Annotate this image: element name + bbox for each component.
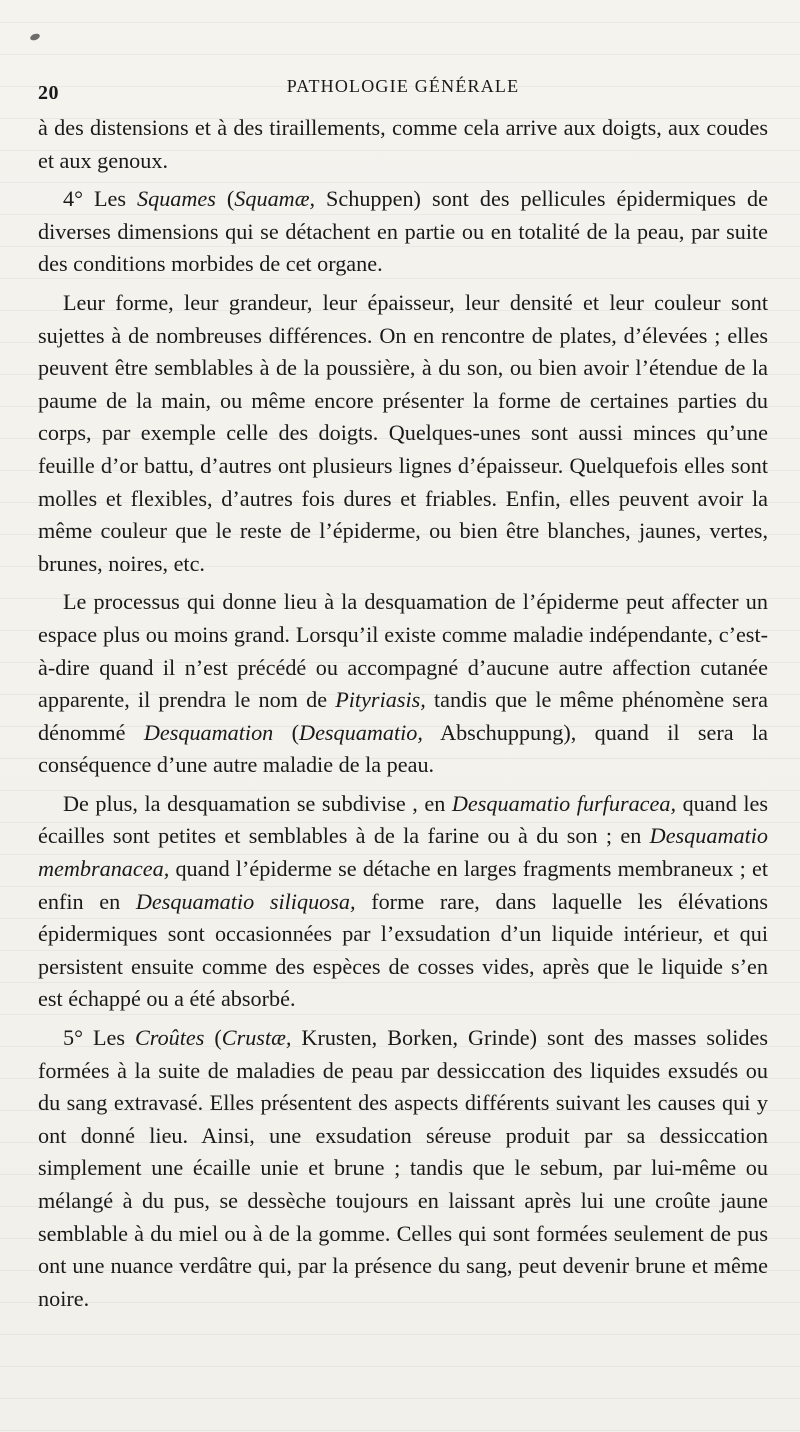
text-run: Leur forme, leur grandeur, leur épaisseur, leur densité et leur couleur sont sujettes à de nombreuses différences. On en rencontre de plates, d’élevées ; elles peuvent être semblables à de la poussière, à du son, ou bien avoir l’étendue de la paume de la main, ou même encore présenter la forme de certaines parties du corps, par exemple celle des doigts. Quelques-unes sont aussi minces qu’une feuille d’or battu, d’autres ont plusieurs lignes d’épaisseur. Quelquefois elles sont molles et flexibles, d’autres fois dures et friables. Enfin, elles peuvent avoir la même couleur que le reste de l’épiderme, ou bien être blanches, jaunes, vertes, brunes, noires, etc.	[38, 289, 768, 576]
italic-run: Desquamatio,	[299, 719, 423, 745]
italic-run: Desquamatio furfuracea,	[451, 790, 677, 816]
italic-run: Croûtes	[134, 1025, 205, 1051]
page-header	[38, 74, 768, 108]
italic-run: Crustæ,	[221, 1025, 292, 1051]
paragraph-p6	[38, 1022, 768, 1315]
paragraph-p5	[38, 788, 768, 1016]
text-run: (	[215, 186, 235, 212]
paragraph-p2	[38, 183, 768, 281]
italic-run: Desquamation	[143, 719, 274, 745]
text-run: Schuppen) sont des pellicules épidermiques de diverses dimensions qui se détachent en partie ou en totalité de la peau, par suite des conditions morbides de cet organe.	[38, 186, 768, 277]
ink-spot	[29, 32, 40, 41]
text-run: Abschuppung), quand il sera la conséquence d’une autre maladie de la peau.	[38, 719, 769, 778]
paragraph-p4	[38, 586, 768, 782]
text-run: 5° Les	[63, 1025, 135, 1051]
paragraph-p1	[38, 112, 768, 177]
running-title: PATHOLOGIE GÉNÉRALE	[286, 76, 520, 96]
text-run: Le processus qui donne lieu à la desquamation de l’épiderme peut affecter un espace plus ou moins grand. Lorsqu’il existe comme maladie indépendante, c’est-à-dire quand il n’est précédé ou accompagné d’aucune autre affection cutanée apparente, il prendra le nom de	[38, 589, 768, 713]
paragraph-p3	[38, 287, 768, 580]
italic-run: Pityriasis,	[335, 687, 426, 713]
text-run: quand les écailles sont petites et semblables à de la farine ou à du son ; en	[38, 790, 768, 849]
text-run: Krusten, Borken, Grinde) sont des masses solides formées à la suite de maladies de peau par dessiccation des liquides exsudés ou du sang extravasé. Elles présentent des aspects différents suivant les causes qui y ont donné lieu. Ainsi, une exsudation séreuse produit par sa dessiccation simplement une écaille unie et brune ; tandis que le sebum, par lui-même ou mélangé à du pus, se dessèche toujours en laissant après lui une croûte jaune semblable à du miel ou à de la gomme. Celles qui sont formées seulement de pus ont une nuance verdâtre qui, par la présence du sang, peut devenir brune et même noire.	[38, 1025, 768, 1311]
text-run: tandis que le même phénomène sera dénommé	[38, 687, 768, 745]
italic-run: Squamæ,	[234, 186, 316, 212]
italic-run: Desquamatio membranacea,	[38, 823, 768, 882]
text-run: (	[204, 1025, 222, 1051]
text-run: (	[273, 719, 300, 745]
page-number: 20	[38, 82, 59, 104]
text-run: De plus, la desquamation se subdivise , en	[63, 790, 452, 816]
text-run: quand l’épiderme se détache en larges fragments membraneux ; et enfin en	[38, 856, 768, 914]
italic-run: Squames	[137, 186, 216, 212]
text-run: forme rare, dans laquelle les élévations épidermiques sont occasionnées par l’exsudation d’un liquide intérieur, et qui persistent ensuite comme des espèces de cosses vides, après que le liquide s’en est échappé ou a été absorbé.	[38, 888, 768, 1012]
italic-run: Desquamatio siliquosa,	[135, 888, 356, 914]
body-text	[38, 112, 768, 1315]
text-run: 4° Les	[63, 186, 138, 212]
text-run: à des distensions et à des tiraillements, comme cela arrive aux doigts, aux coudes et aux genoux.	[38, 115, 768, 173]
